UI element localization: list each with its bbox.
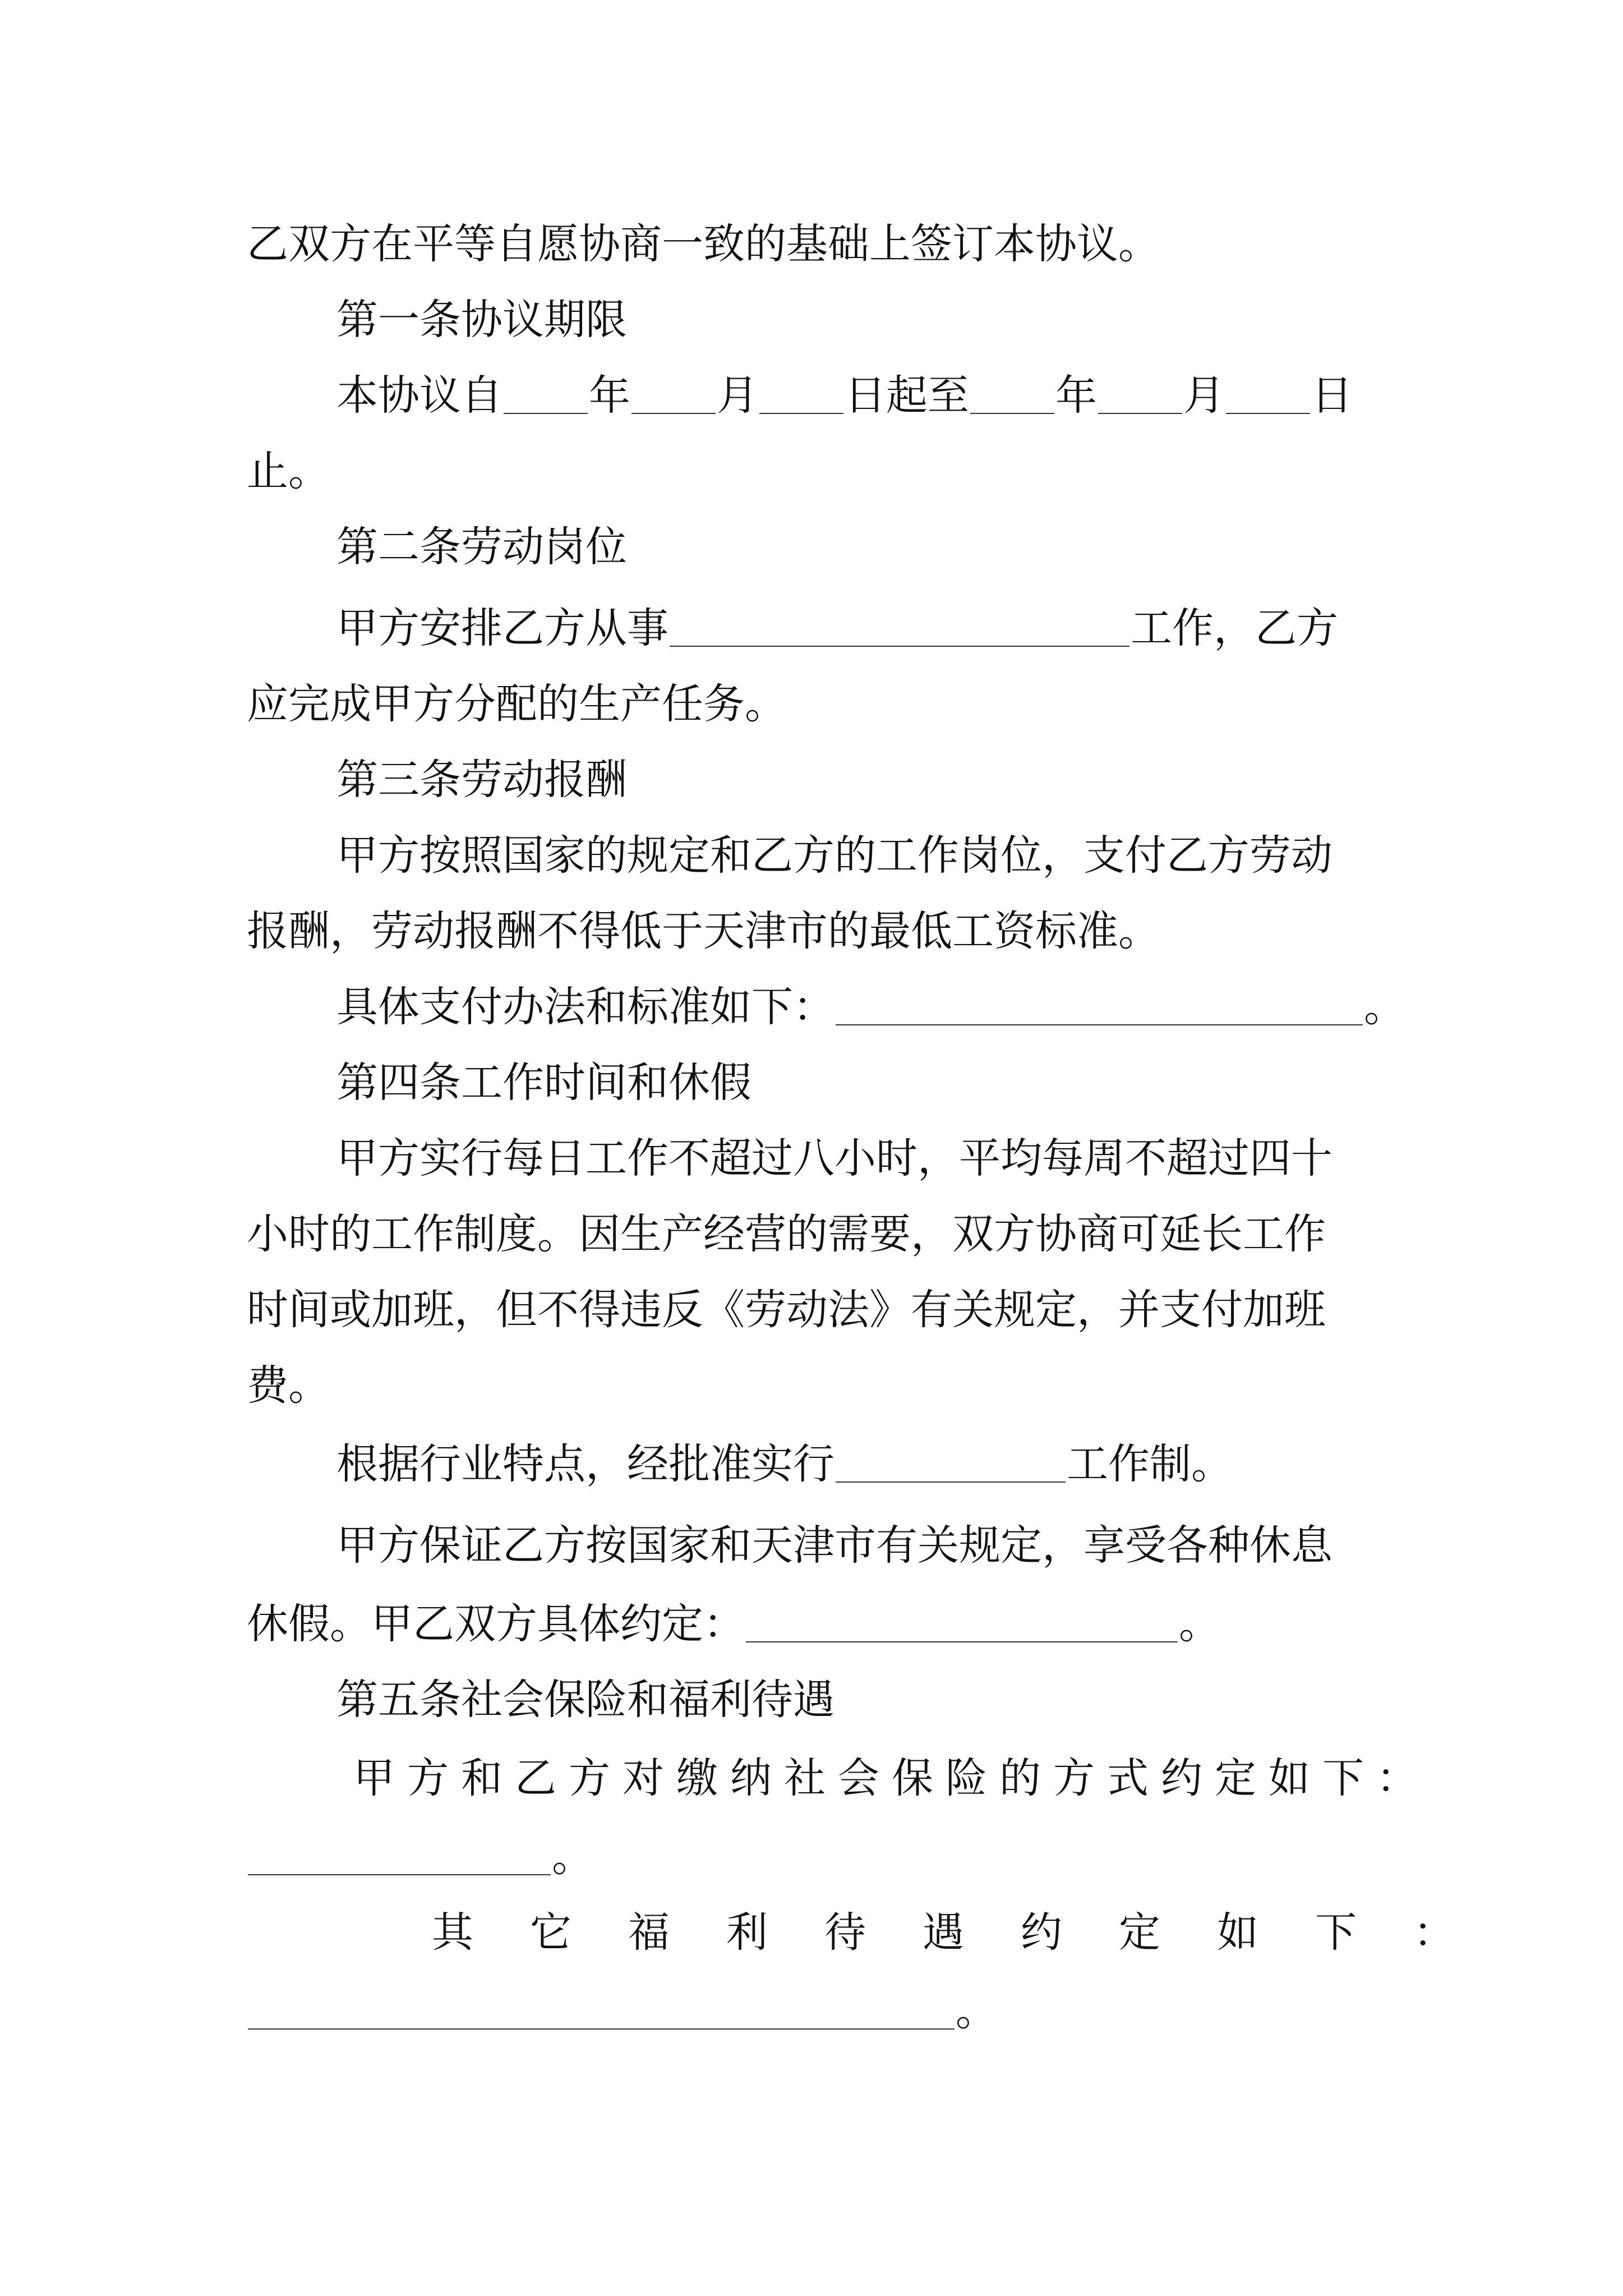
heading-text: 第五条社会保险和福利待遇 (336, 1676, 834, 1724)
text: 。 (956, 1987, 997, 2035)
paragraph-line (336, 979, 1405, 1035)
text: 时间或加班，但不得违反《劳动法》有关规定，并支付加班 (247, 1286, 1326, 1334)
text: 工作制。 (1067, 1440, 1233, 1488)
fill-blank-end-year[interactable] (970, 413, 1054, 414)
text: 甲方实行每日工作不超过八小时，平均每周不超过四十 (336, 1134, 1332, 1182)
fill-blank-social-insurance[interactable] (248, 1874, 551, 1875)
text: 甲方安排乙方从事 (336, 604, 668, 652)
text: 。 (1179, 1600, 1220, 1648)
fill-blank-leave[interactable] (746, 1641, 1178, 1642)
heading-text: 第一条协议期限 (336, 296, 627, 344)
paragraph-line (336, 600, 1391, 656)
article-4-title (336, 1055, 1391, 1111)
text: 止。 (247, 447, 330, 495)
paragraph-line (247, 1596, 1391, 1652)
paragraph-line (336, 1130, 1391, 1186)
fill-blank-end-month[interactable] (1098, 413, 1182, 414)
article-2-title (336, 519, 1391, 575)
fill-blank-start-day[interactable] (759, 413, 843, 414)
fill-blank-job[interactable] (670, 646, 1129, 647)
paragraph-line (247, 903, 1391, 959)
fill-blank-other-benefits[interactable] (248, 2028, 955, 2030)
heading-text: 第四条工作时间和休假 (336, 1059, 751, 1107)
text: 日 (1311, 371, 1353, 420)
text: 本协议自 (336, 371, 502, 420)
text: 工作，乙方 (1131, 604, 1338, 652)
text: 甲方和乙方对缴纳社会保险的方式约定如下： (353, 1754, 1430, 1802)
paragraph-line (247, 1829, 1391, 1885)
fill-blank-end-day[interactable] (1226, 413, 1310, 414)
text: 月 (1183, 371, 1225, 420)
paragraph-line (336, 1436, 1391, 1492)
text: 休假。甲乙双方具体约定： (247, 1600, 745, 1648)
text: 甲方保证乙方按国家和天津市有关规定，享受各种休息 (336, 1521, 1332, 1570)
text: 具体支付办法和标准如下： (336, 983, 834, 1031)
paragraph-line (247, 1282, 1391, 1338)
text: 日起至 (845, 371, 969, 420)
text: 费。 (247, 1361, 330, 1410)
fill-blank-start-year[interactable] (504, 413, 588, 414)
text: 其它福利待遇约定如下： (432, 1908, 1511, 1957)
text: 月 (717, 371, 758, 420)
text: 年 (589, 371, 630, 420)
text: 应完成甲方分配的生产任务。 (247, 680, 786, 728)
text: 小时的工作制度。因生产经营的需要，双方协商可延长工作 (247, 1210, 1326, 1258)
article-1-title (336, 292, 1391, 348)
paragraph-line (353, 1750, 1430, 1806)
paragraph-line (247, 443, 1391, 499)
paragraph-line (336, 1517, 1391, 1573)
text: 乙双方在平等自愿协商一致的基础上签订本协议。 (247, 220, 1160, 268)
text: 报酬，劳动报酬不得低于天津市的最低工资标准。 (247, 907, 1160, 955)
article-5-title (336, 1672, 1391, 1728)
text: 。 (1364, 983, 1405, 1031)
fill-blank-work-system[interactable] (836, 1481, 1066, 1483)
paragraph-line (432, 1904, 1511, 1961)
fill-blank-payment[interactable] (836, 1024, 1363, 1025)
paragraph-line (336, 827, 1391, 884)
text: 。 (552, 1833, 593, 1881)
article-3-title (336, 752, 1391, 808)
paragraph-line (247, 216, 1391, 272)
text: 年 (1055, 371, 1097, 420)
paragraph-line (247, 676, 1391, 732)
heading-text: 第三条劳动报酬 (336, 756, 627, 804)
term-line (336, 367, 1391, 424)
text: 根据行业特点，经批准实行 (336, 1440, 834, 1488)
fill-blank-start-month[interactable] (631, 413, 716, 414)
paragraph-line (247, 1983, 1391, 2039)
heading-text: 第二条劳动岗位 (336, 523, 627, 571)
paragraph-line (247, 1358, 1391, 1414)
paragraph-line (247, 1206, 1391, 1262)
text: 甲方按照国家的规定和乙方的工作岗位，支付乙方劳动 (336, 831, 1332, 880)
